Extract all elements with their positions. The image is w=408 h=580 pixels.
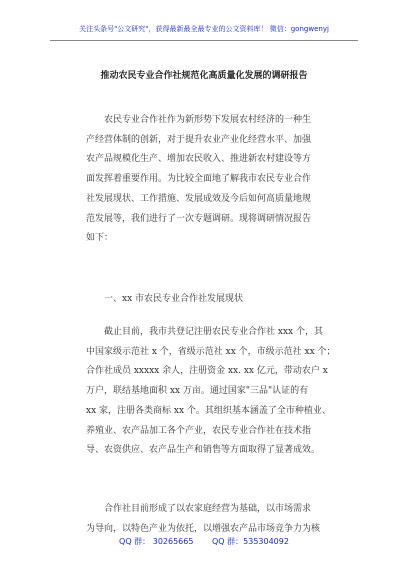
status-line: 中国家级示范社 x 个，省级示范社 xx 个，市级示范社 xx 个； <box>86 346 336 357</box>
footer-contact <box>0 536 408 547</box>
intro-line: 社发展现状、工作措施、发展成效及今后如何高质量地规 <box>86 193 312 204</box>
intro-line: 农民专业合作社作为新形势下发展农村经济的一种生 <box>104 115 312 125</box>
status-line: xx 家，注册各类商标 xx 个。其组织基本涵盖了全市种植业、 <box>86 405 331 416</box>
intro-line: 面发挥着重要作用。为比较全面地了解我市农民专业合作 <box>86 174 312 185</box>
section-heading: 一、xx 市农民专业合作社发展现状 <box>104 294 244 304</box>
status-line: 万户，联结基地面积 xx 万亩。通过国家"三品"认证的有 <box>86 386 309 397</box>
status-line: 导、农资供应、农产品生产和销售等方面取得了显著成效。 <box>86 445 321 456</box>
structure-line: 为导向，以特色产业为依托，以增强农产品市场竞争力为核 <box>86 523 321 534</box>
status-line: 截止目前，我市共登记注册农民专业合作社 xxx 个，其 <box>104 327 323 337</box>
qq-group-1: QQ 群： 30265665 <box>119 537 194 546</box>
intro-line: 范发展等，我们进行了一次专题调研。现将调研情况报告 <box>86 213 312 224</box>
promo-banner: 关注头条号"公文研究"，获得最新最全最专业的公文资料库！ 微信：gongwenyj <box>79 25 329 33</box>
document-title: 推动农民专业合作社规范化高质量化发展的调研报告 <box>100 71 308 81</box>
status-line: 合作社成员 xxxxx 余人，注册资金 xx. xx 亿元，带动农户 x <box>86 366 328 377</box>
intro-line: 农产品规模化生产、增加农民收入、推进新农村建设等方 <box>86 154 312 165</box>
header-divider <box>50 40 358 41</box>
status-line: 养殖业、农产品加工各个产业，农民专业合作社在技术指 <box>86 425 312 436</box>
qq-group-2: QQ 群：535304092 <box>212 537 289 546</box>
intro-paragraph <box>86 111 356 249</box>
structure-paragraph <box>86 500 356 539</box>
intro-line: 如下： <box>86 233 114 244</box>
intro-line: 产经营体制的创新，对于提升农业产业化经营水平、加强 <box>86 134 312 145</box>
status-paragraph <box>86 323 356 461</box>
structure-line: 合作社目前形成了以农家庭经营为基础，以市场需求 <box>104 504 312 514</box>
